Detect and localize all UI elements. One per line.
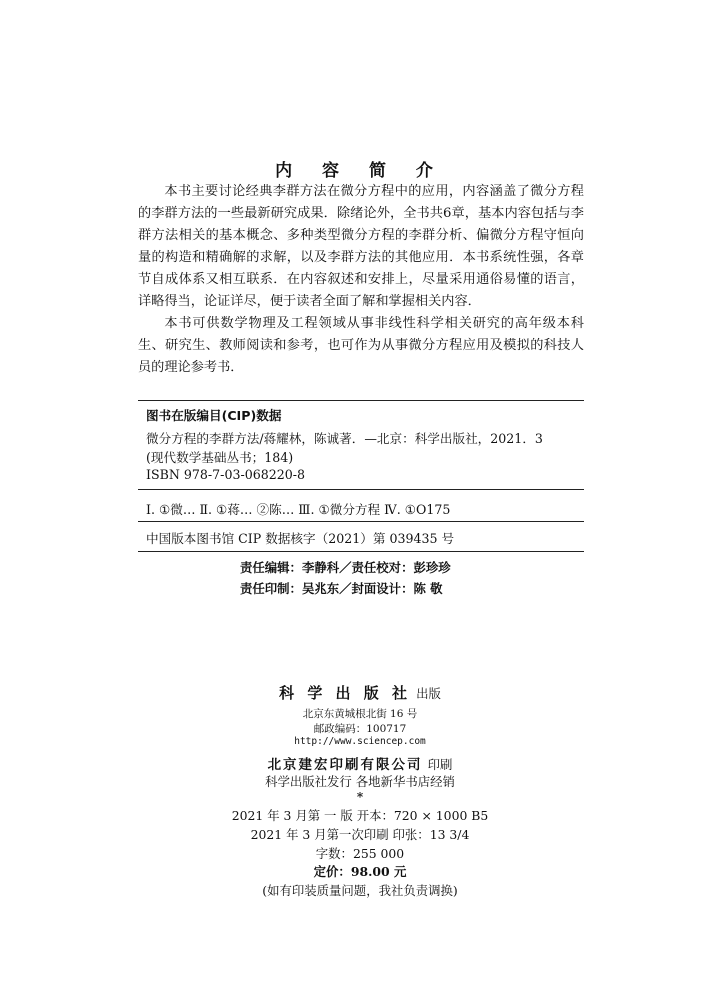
staff-printing-design: 责任印制：吴兆东／封面设计：陈 敬 xyxy=(240,581,443,596)
intro-paragraph-2: 本书可供数学物理及工程领域从事非线性科学相关研究的高年级本科生、研究生、教师阅读和参考，也可作为从事微分方程应用及模拟的科技人员的理论参考书． xyxy=(138,316,584,375)
publisher-suffix: 出版 xyxy=(416,686,441,701)
cip-top-rule xyxy=(138,400,584,401)
cip-library-number: 中国版本图书馆 CIP 数据核字（2021）第 039435 号 xyxy=(146,531,455,546)
cip-bottom-rule xyxy=(138,551,584,552)
publisher-address: 北京东黄城根北街 16 号 xyxy=(302,708,418,720)
edition-line: 2021 年 3 月第 一 版 开本：720 × 1000 B5 xyxy=(231,808,489,823)
cip-isbn: ISBN 978-7-03-068220-8 xyxy=(146,467,306,482)
intro-paragraph-1: 本书主要讨论经典李群方法在微分方程中的应用，内容涵盖了微分方程的李群方法的一些最新研究成果．除绪论外，全书共6章，基本内容包括与李群方法相关的基本概念、多种类型微分方程的李群分析、偏微分方程守恒向量的构造和精确解的求解，以及李群方法的其他应用．本书系统性强，各章节自成体系又相互联系．在内容叙述和安排上，尽量采用通俗易懂的语言，详略得当，论证详尽，便于读者全面了解和掌握相关内容． xyxy=(138,184,584,309)
publisher-name: 科 学 出 版 社 xyxy=(279,684,411,702)
cip-series-line: (现代数学基础丛书；184) xyxy=(146,450,294,465)
printer-suffix: 印刷 xyxy=(427,757,453,772)
printer-line xyxy=(0,753,720,773)
cip-rule-1 xyxy=(138,489,584,490)
distribution-line: 科学出版社发行 各地新华书店经销 xyxy=(265,774,455,789)
quality-notice: (如有印装质量问题，我社负责调换) xyxy=(262,883,458,898)
printer-name: 北京建宏印刷有限公司 xyxy=(267,757,423,773)
separator-star: * xyxy=(356,790,364,804)
wordcount-line: 字数：255 000 xyxy=(315,846,405,861)
page-title: 内 容 简 介 xyxy=(275,161,445,181)
printing-line: 2021 年 3 月第一次印刷 印张：13 3/4 xyxy=(250,827,470,842)
publisher-postcode: 邮政编码：100717 xyxy=(313,723,407,735)
publisher-line xyxy=(0,682,720,703)
cip-classification: Ⅰ. ①微… Ⅱ. ①蒋… ②陈… Ⅲ. ①微分方程 Ⅳ. ①O175 xyxy=(146,502,451,517)
cip-title-line: 微分方程的李群方法/蒋耀林，陈诚著．—北京：科学出版社，2021．3 xyxy=(146,431,543,446)
staff-editors: 责任编辑：李静科／责任校对：彭珍珍 xyxy=(240,560,451,575)
cip-heading: 图书在版编目(CIP)数据 xyxy=(146,408,282,423)
cip-rule-2 xyxy=(138,521,584,522)
publisher-url: http://www.sciencep.com xyxy=(294,736,426,747)
price-line: 定价：98.00 元 xyxy=(313,864,407,879)
